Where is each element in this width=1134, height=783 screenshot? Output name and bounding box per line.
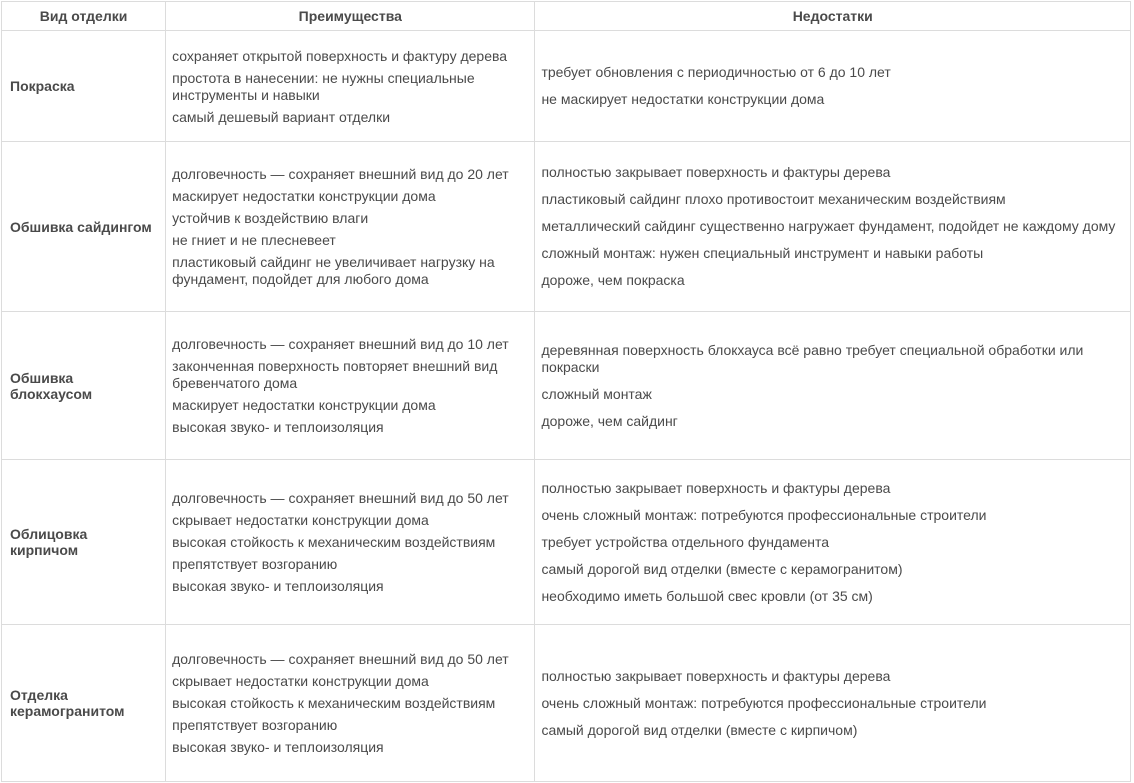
- cons-list: [535, 142, 1131, 312]
- cons-item: требует устройства отдельного фундамента: [541, 533, 830, 550]
- cons-item: пластиковый сайдинг плохо противостоит механическим воздействиям: [541, 191, 1006, 207]
- pros-item: сохраняет открытой поверхность и фактуру дерева: [172, 47, 508, 64]
- pros-item: пластиковый сайдинг не увеличивает нагрузку на фундамент, подойдет для любого дома: [172, 254, 495, 287]
- finish-type: Обшивка блокхаусом: [2, 312, 166, 460]
- cons-item: деревянная поверхность блокхауса всё равно требует специальной обработки или покраски: [541, 341, 1084, 375]
- pros-list: [166, 625, 535, 782]
- cons-item: металлический сайдинг существенно нагружает фундамент, подойдет не каждому дому: [541, 218, 1116, 234]
- cons-item: не маскирует недостатки конструкции дома: [541, 91, 825, 107]
- cons-item: необходимо иметь большой свес кровли (от 35 см): [541, 587, 873, 604]
- table-row: [2, 460, 1131, 625]
- cons-item: полностью закрывает поверхность и фактуры дерева: [541, 667, 891, 684]
- pros-item: высокая звуко- и теплоизоляция: [172, 739, 384, 755]
- header-cons: Недостатки: [535, 2, 1131, 31]
- pros-list: [166, 460, 535, 625]
- pros-item: долговечность — сохраняет внешний вид до 20 лет: [172, 166, 509, 182]
- pros-item: высокая стойкость к механическим воздействиям: [172, 534, 496, 550]
- finish-type: Облицовка кирпичом: [2, 460, 166, 625]
- comparison-table: [1, 1, 1131, 782]
- table-row: [2, 31, 1131, 142]
- cons-item: самый дорогой вид отделки (вместе с кирпичом): [541, 721, 858, 738]
- pros-item: долговечность — сохраняет внешний вид до 50 лет: [172, 651, 509, 667]
- cons-item: требует обновления с периодичностью от 6 до 10 лет: [541, 64, 891, 80]
- cons-item: очень сложный монтаж: потребуются профессиональные строители: [541, 506, 987, 523]
- pros-item: препятствует возгоранию: [172, 717, 338, 733]
- cons-item: дороже, чем покраска: [541, 272, 685, 288]
- pros-item: долговечность — сохраняет внешний вид до 50 лет: [172, 490, 509, 506]
- cons-item: сложный монтаж: [541, 385, 652, 402]
- cons-item: очень сложный монтаж: потребуются профессиональные строители: [541, 694, 987, 711]
- cons-list: [535, 31, 1131, 142]
- pros-list: [166, 312, 535, 460]
- pros-item: скрывает недостатки конструкции дома: [172, 673, 429, 689]
- pros-item: простота в нанесении: не нужны специальные инструменты и навыки: [172, 69, 475, 103]
- finish-type: Покраска: [2, 31, 166, 142]
- pros-item: препятствует возгоранию: [172, 556, 338, 572]
- pros-item: высокая звуко- и теплоизоляция: [172, 419, 384, 435]
- pros-list: [166, 142, 535, 312]
- pros-item: маскирует недостатки конструкции дома: [172, 188, 436, 204]
- cons-item: полностью закрывает поверхность и фактуры дерева: [541, 479, 891, 496]
- cons-item: сложный монтаж: нужен специальный инструмент и навыки работы: [541, 245, 984, 261]
- pros-item: высокая звуко- и теплоизоляция: [172, 578, 384, 594]
- cons-list: [535, 460, 1131, 625]
- cons-list: [535, 625, 1131, 782]
- pros-item: устойчив к воздействию влаги: [172, 210, 369, 226]
- finish-type: Обшивка сайдингом: [2, 142, 166, 312]
- pros-item: не гниет и не плесневеет: [172, 232, 336, 248]
- cons-item: полностью закрывает поверхность и фактуры дерева: [541, 164, 891, 180]
- header-pros: Преимущества: [166, 2, 535, 31]
- pros-item: скрывает недостатки конструкции дома: [172, 512, 429, 528]
- table-row: [2, 312, 1131, 460]
- pros-list: [166, 31, 535, 142]
- pros-item: высокая стойкость к механическим воздействиям: [172, 695, 496, 711]
- table-row: [2, 142, 1131, 312]
- header-type: Вид отделки: [2, 2, 166, 31]
- cons-item: самый дорогой вид отделки (вместе с керамогранитом): [541, 560, 903, 577]
- finish-type: Отделка керамогранитом: [2, 625, 166, 782]
- cons-item: дороже, чем сайдинг: [541, 412, 678, 429]
- pros-item: долговечность — сохраняет внешний вид до 10 лет: [172, 336, 509, 352]
- pros-item: законченная поверхность повторяет внешний вид бревенчатого дома: [172, 358, 498, 391]
- table-row: [2, 625, 1131, 782]
- pros-item: самый дешевый вариант отделки: [172, 108, 391, 125]
- table-header-row: [2, 2, 1131, 31]
- pros-item: маскирует недостатки конструкции дома: [172, 397, 436, 413]
- cons-list: [535, 312, 1131, 460]
